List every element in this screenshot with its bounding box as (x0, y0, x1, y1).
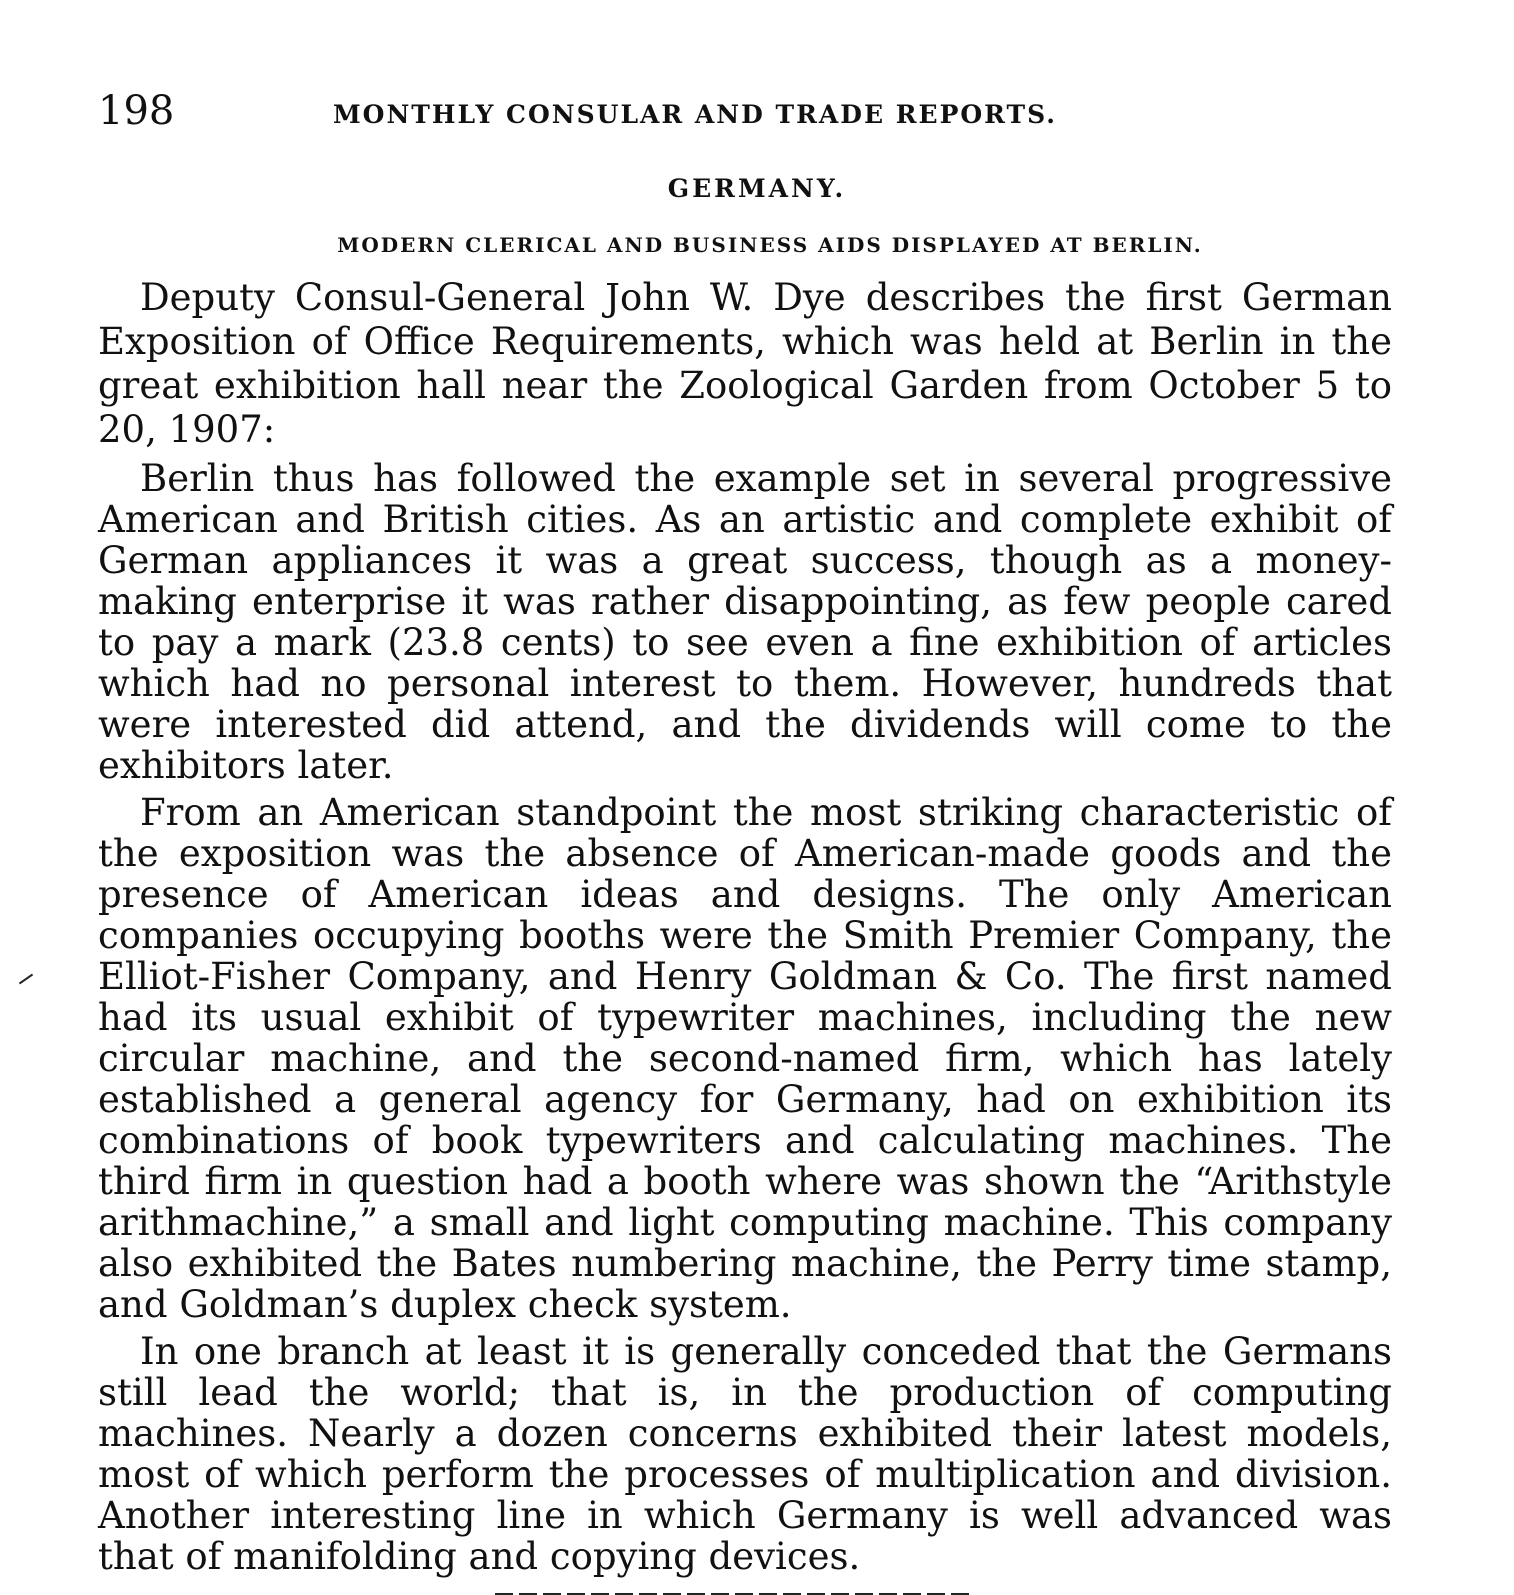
article-body (98, 276, 1392, 1577)
page-number: 198 (98, 88, 175, 134)
page-header (98, 86, 1396, 136)
cut-off-next-heading (495, 1585, 975, 1595)
article-title: MODERN CLERICAL AND BUSINESS AIDS DISPLAYED AT BERLIN. (337, 233, 1203, 257)
paragraph: From an American standpoint the most striking characteristic of the exposition was the absence of American-made goods and the presence of American ideas and designs. The only American companies occupying booths were the Smith Premier Company, the Elliot-Fisher Company, and Henry Goldman & Co. The first named had its usual exhibit of typewriter machines, including the new circular machine, and the second-named firm, which has lately established a general agency for Germany, had on exhibition its combinations of book typewriters and calculating machines. The third firm in question had a booth where was shown the “Arithstyle arithmachine,” a small and light computing machine. This company also exhibited the Bates numbering machine, the Perry time stamp, and Goldman’s duplex check system. (98, 791, 1392, 1326)
paragraph: In one branch at least it is generally conceded that the Germans still lead the world; that is, in the production of computing machines. Nearly a dozen concerns exhibited their latest models, most of which perform the processes of multiplication and division. Another interesting line in which Germany is well advanced was that of manifolding and copying devices. (98, 1330, 1392, 1578)
paragraph: Berlin thus has followed the example set in several progressive American and British cities. As an artistic and complete exhibit of German appliances it was a great success, though as a money-making enterprise it was rather disappointing, as few people cared to pay a mark (23.8 cents) to see even a fine exhibition of articles which had no personal interest to them. However, hundreds that were interested did attend, and the dividends will come to the exhibitors later. (98, 457, 1392, 787)
margin-tick-mark (19, 974, 33, 985)
country-heading: GERMANY. (667, 174, 847, 203)
intro-paragraph: Deputy Consul-General John W. Dye describes the first German Exposition of Office Requirements, which was held at Berlin in the great exhibition hall near the Zoological Garden from October 5 to 20, 1907: (98, 276, 1392, 451)
running-title: MONTHLY CONSULAR AND TRADE REPORTS. (333, 100, 1057, 129)
